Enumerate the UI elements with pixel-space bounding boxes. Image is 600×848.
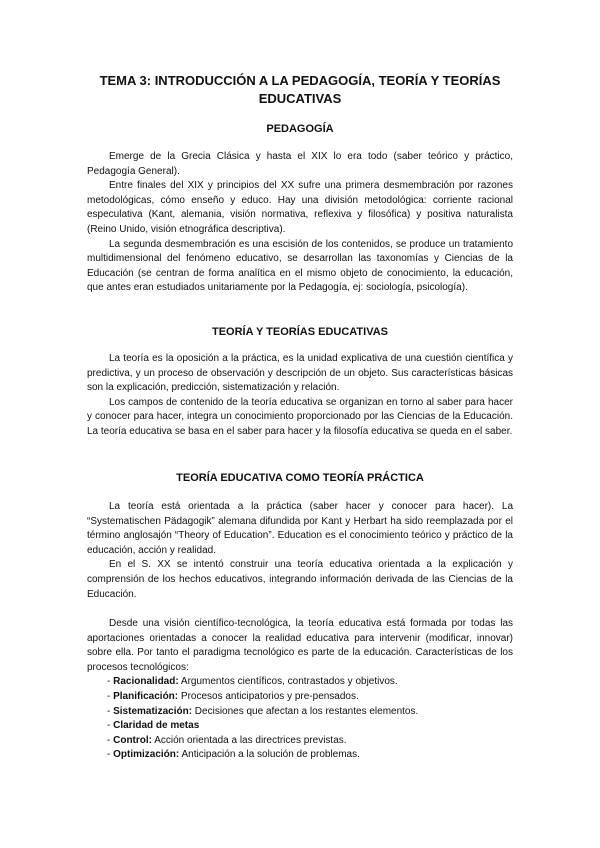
list-item: - Control: Acción orientada a las directrices previstas. [107, 734, 347, 746]
paragraph: Desde una visión científico-tecnológica, la teoría educativa está formada por todas las aportaciones orientadas a conocer la realidad educativa para intervenir (modificar, innovar) sobre ella. Por tanto el paradigma tecnológico es parte de la educación. Características de los procesos tecnológicos: [87, 618, 513, 673]
list-item: - Optimización: Anticipación a la solución de problemas. [107, 749, 360, 761]
section-heading-teoria: TEORÍA Y TEORÍAS EDUCATIVAS [211, 326, 389, 338]
section-body-tecnologica [87, 617, 513, 763]
page-title: TEMA 3: INTRODUCCIÓN A LA PEDAGOGÍA, TEORÍA Y TEORÍAS EDUCATIVAS [99, 73, 501, 106]
list-item: - Claridad de metas [107, 720, 200, 732]
paragraph: La teoría está orientada a la práctica (saber hacer y conocer para hacer). La “Systematischen Pädagogik” alemana difundida por Kant y Herbart ha sido reemplazada por el término anglosajón “Theory of Education”. Education es el conocimiento teórico y práctico de la educación, acción y realidad. [87, 501, 513, 556]
paragraph: Emerge de la Grecia Clásica y hasta el XIX lo era todo (saber teórico y práctico, Pedagogía General). [87, 151, 513, 177]
list-item: - Sistematización: Decisiones que afectan a los restantes elementos. [107, 705, 419, 717]
paragraph: Los campos de contenido de la teoría educativa se organizan en torno al saber para hacer y conocer para hacer, integra un conocimiento proporcionado por las Ciencias de la Educación. La teoría educativa se basa en el saber para hacer y la filosofía educativa se queda en el saber. [87, 396, 513, 437]
section-body-teoria-practica [87, 500, 513, 602]
list-item: - Racionalidad: Argumentos científicos, contrastados y objetivos. [107, 676, 398, 688]
section-heading-teoria-practica: TEORÍA EDUCATIVA COMO TEORÍA PRÁCTICA [176, 472, 424, 484]
paragraph: La segunda desmembración es una escisión de los contenidos, se produce un tratamiento multidimensional del fenómeno educativo, se desarrollan las taxonomías y Ciencias de la Educación (se centran de forma analítica en el mismo objeto de conocimiento, la educación, que antes eran estudiados unitariamente por la Pedagogía, ej: sociología, psicología). [87, 238, 513, 294]
list-item: - Planificación: Procesos anticipatorios y pre-pensados. [107, 690, 359, 702]
section-body-teoria [87, 352, 513, 440]
section-heading-pedagogia: PEDAGOGÍA [266, 123, 334, 135]
paragraph: En el S. XX se intentó construir una teoría educativa orientada a la explicación y comprensión de los hechos educativos, integrando información derivada de las Ciencias de la Educación. [87, 559, 513, 600]
paragraph: Entre finales del XIX y principios del XX sufre una primera desmembración por razones metodológicas, cómo enseño y educo. Hay una división metodológica: corriente racional especulativa (Kant, alemania, visión normativa, reflexiva y filosófica) y positiva naturalista (Reino Unido, visión etnográfica descriptiva). [87, 180, 513, 235]
section-body-pedagogia [87, 150, 513, 296]
feature-list [87, 675, 513, 763]
paragraph: La teoría es la oposición a la práctica, es la unidad explicativa de una cuestión científica y predictiva, y un proceso de observación y descripción de un objeto. Sus características básicas son la explicación, predicción, sistematización y relación. [87, 353, 513, 394]
